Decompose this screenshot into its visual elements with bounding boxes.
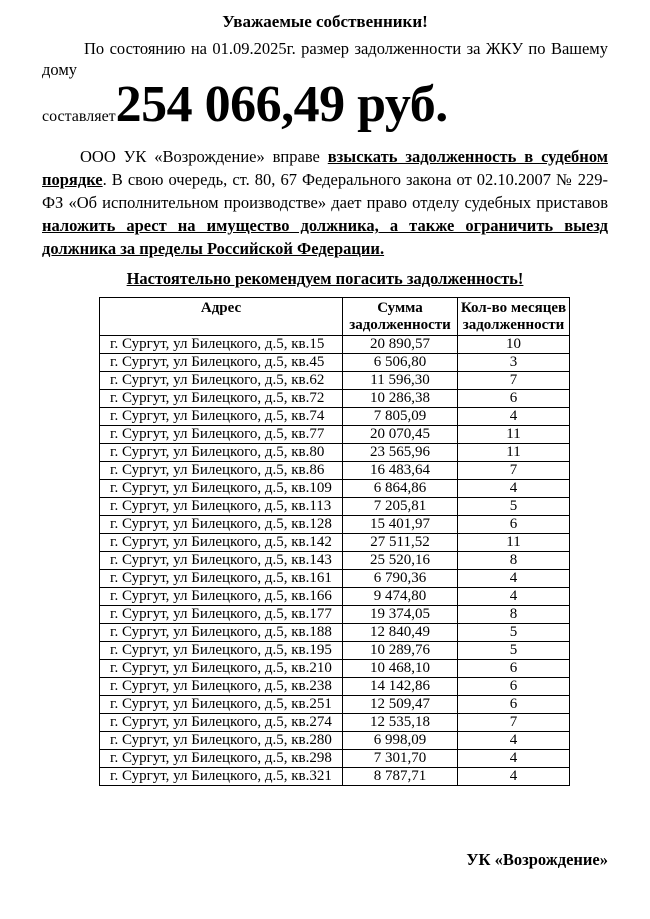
cell-address: г. Сургут, ул Билецкого, д.5, кв.80 xyxy=(100,444,343,462)
cell-address: г. Сургут, ул Билецкого, д.5, кв.62 xyxy=(100,372,343,390)
debt-amount-value: 254 066,49 руб. xyxy=(115,76,448,133)
cell-address: г. Сургут, ул Билецкого, д.5, кв.45 xyxy=(100,354,343,372)
cell-amount: 9 474,80 xyxy=(343,588,458,606)
amount-prefix-label: составляет xyxy=(42,108,116,125)
cell-months: 11 xyxy=(458,534,570,552)
cell-address: г. Сургут, ул Билецкого, д.5, кв.128 xyxy=(100,516,343,534)
cell-months: 6 xyxy=(458,516,570,534)
cell-address: г. Сургут, ул Билецкого, д.5, кв.142 xyxy=(100,534,343,552)
cell-months: 5 xyxy=(458,642,570,660)
cell-address: г. Сургут, ул Билецкого, д.5, кв.74 xyxy=(100,408,343,426)
amount-line xyxy=(42,76,608,142)
cell-amount: 7 805,09 xyxy=(343,408,458,426)
debt-table-body xyxy=(100,336,570,786)
table-row xyxy=(100,678,570,696)
cell-address: г. Сургут, ул Билецкого, д.5, кв.109 xyxy=(100,480,343,498)
cell-address: г. Сургут, ул Билецкого, д.5, кв.72 xyxy=(100,390,343,408)
table-row xyxy=(100,462,570,480)
intro-paragraph: По состоянию на 01.09.2025г. размер задолженности за ЖКУ по Вашему дому xyxy=(42,39,608,79)
legal-text-1: ООО УК «Возрождение» вправе xyxy=(80,147,328,166)
cell-amount: 10 286,38 xyxy=(343,390,458,408)
cell-address: г. Сургут, ул Билецкого, д.5, кв.195 xyxy=(100,642,343,660)
table-row xyxy=(100,516,570,534)
signature: УК «Возрождение» xyxy=(466,850,608,869)
table-row xyxy=(100,426,570,444)
cell-address: г. Сургут, ул Билецкого, д.5, кв.15 xyxy=(100,336,343,354)
table-row xyxy=(100,570,570,588)
legal-paragraph xyxy=(42,145,608,260)
legal-text-2: . В свою очередь, ст. 80, 67 Федерального закона от 02.10.2007 № 229-ФЗ «Об исполнительном производстве» дает право отделу судебных приставов xyxy=(42,170,608,212)
table-row xyxy=(100,642,570,660)
cell-months: 5 xyxy=(458,498,570,516)
cell-amount: 7 301,70 xyxy=(343,750,458,768)
cell-amount: 14 142,86 xyxy=(343,678,458,696)
cell-amount: 11 596,30 xyxy=(343,372,458,390)
cell-amount: 8 787,71 xyxy=(343,768,458,786)
cell-months: 6 xyxy=(458,696,570,714)
cell-months: 6 xyxy=(458,390,570,408)
cell-address: г. Сургут, ул Билецкого, д.5, кв.86 xyxy=(100,462,343,480)
cell-months: 4 xyxy=(458,588,570,606)
cell-months: 7 xyxy=(458,372,570,390)
cell-months: 4 xyxy=(458,408,570,426)
table-row xyxy=(100,732,570,750)
legal-emphasis-1: взыскать задолженность в судебном порядке xyxy=(42,147,608,189)
cell-months: 4 xyxy=(458,480,570,498)
table-row xyxy=(100,750,570,768)
cell-address: г. Сургут, ул Билецкого, д.5, кв.321 xyxy=(100,768,343,786)
cell-amount: 15 401,97 xyxy=(343,516,458,534)
cell-amount: 10 289,76 xyxy=(343,642,458,660)
cell-address: г. Сургут, ул Билецкого, д.5, кв.77 xyxy=(100,426,343,444)
cell-months: 4 xyxy=(458,732,570,750)
table-row xyxy=(100,768,570,786)
table-row xyxy=(100,624,570,642)
cell-months: 4 xyxy=(458,750,570,768)
cell-amount: 12 840,49 xyxy=(343,624,458,642)
table-row xyxy=(100,480,570,498)
cell-address: г. Сургут, ул Билецкого, д.5, кв.210 xyxy=(100,660,343,678)
cell-months: 11 xyxy=(458,444,570,462)
column-header-months: Кол-во месяцев задолженности xyxy=(458,298,570,336)
table-row xyxy=(100,390,570,408)
table-row xyxy=(100,660,570,678)
cell-address: г. Сургут, ул Билецкого, д.5, кв.274 xyxy=(100,714,343,732)
cell-months: 7 xyxy=(458,714,570,732)
cell-address: г. Сургут, ул Билецкого, д.5, кв.113 xyxy=(100,498,343,516)
cell-amount: 19 374,05 xyxy=(343,606,458,624)
cell-amount: 10 468,10 xyxy=(343,660,458,678)
cell-address: г. Сургут, ул Билецкого, д.5, кв.238 xyxy=(100,678,343,696)
cell-amount: 6 506,80 xyxy=(343,354,458,372)
table-row xyxy=(100,498,570,516)
cell-months: 4 xyxy=(458,768,570,786)
cell-address: г. Сургут, ул Билецкого, д.5, кв.280 xyxy=(100,732,343,750)
cell-amount: 20 890,57 xyxy=(343,336,458,354)
table-row xyxy=(100,408,570,426)
cell-amount: 6 790,36 xyxy=(343,570,458,588)
cell-amount: 7 205,81 xyxy=(343,498,458,516)
cell-months: 8 xyxy=(458,552,570,570)
recommendation-line: Настоятельно рекомендуем погасить задолженность! xyxy=(126,269,524,288)
cell-amount: 16 483,64 xyxy=(343,462,458,480)
table-row xyxy=(100,696,570,714)
cell-months: 8 xyxy=(458,606,570,624)
column-header-amount: Сумма задолженности xyxy=(343,298,458,336)
table-row xyxy=(100,534,570,552)
table-header-row xyxy=(100,298,570,336)
cell-address: г. Сургут, ул Билецкого, д.5, кв.298 xyxy=(100,750,343,768)
cell-amount: 20 070,45 xyxy=(343,426,458,444)
cell-address: г. Сургут, ул Билецкого, д.5, кв.188 xyxy=(100,624,343,642)
table-row xyxy=(100,372,570,390)
cell-months: 6 xyxy=(458,660,570,678)
cell-address: г. Сургут, ул Билецкого, д.5, кв.161 xyxy=(100,570,343,588)
cell-months: 7 xyxy=(458,462,570,480)
cell-address: г. Сургут, ул Билецкого, д.5, кв.251 xyxy=(100,696,343,714)
table-row xyxy=(100,354,570,372)
debt-table xyxy=(99,297,570,786)
table-row xyxy=(100,444,570,462)
cell-address: г. Сургут, ул Билецкого, д.5, кв.177 xyxy=(100,606,343,624)
legal-emphasis-2: наложить арест на имущество должника, а также ограничить выезд должника за пределы Российской Федерации. xyxy=(42,216,608,258)
cell-months: 11 xyxy=(458,426,570,444)
cell-months: 6 xyxy=(458,678,570,696)
cell-months: 10 xyxy=(458,336,570,354)
cell-amount: 23 565,96 xyxy=(343,444,458,462)
cell-address: г. Сургут, ул Билецкого, д.5, кв.166 xyxy=(100,588,343,606)
table-row xyxy=(100,552,570,570)
table-row xyxy=(100,714,570,732)
table-row xyxy=(100,336,570,354)
table-row xyxy=(100,588,570,606)
cell-amount: 25 520,16 xyxy=(343,552,458,570)
cell-amount: 12 535,18 xyxy=(343,714,458,732)
document-title: Уважаемые собственники! xyxy=(222,12,428,31)
cell-months: 3 xyxy=(458,354,570,372)
table-row xyxy=(100,606,570,624)
cell-amount: 6 998,09 xyxy=(343,732,458,750)
cell-amount: 12 509,47 xyxy=(343,696,458,714)
cell-amount: 27 511,52 xyxy=(343,534,458,552)
cell-months: 4 xyxy=(458,570,570,588)
cell-months: 5 xyxy=(458,624,570,642)
cell-amount: 6 864,86 xyxy=(343,480,458,498)
column-header-address: Адрес xyxy=(100,298,343,336)
cell-address: г. Сургут, ул Билецкого, д.5, кв.143 xyxy=(100,552,343,570)
